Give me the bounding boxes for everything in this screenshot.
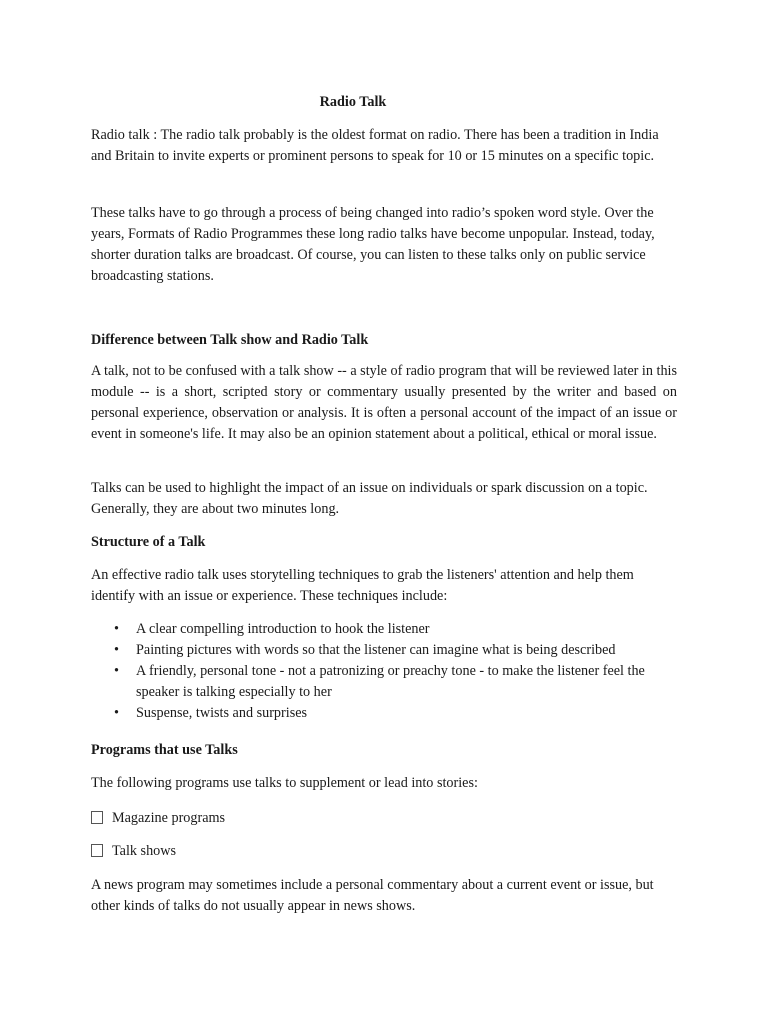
program-item-talk-shows — [91, 841, 677, 862]
missing-glyph-icon — [91, 811, 103, 824]
list-item-text: Painting pictures with words so that the listener can imagine what is being described — [136, 642, 616, 658]
heading-difference: Difference between Talk show and Radio Talk — [91, 332, 369, 348]
program-item-label: Talk shows — [112, 843, 177, 859]
heading-programs: Programs that use Talks — [91, 742, 238, 758]
list-item-text: A friendly, personal tone - not a patronizing or preachy tone - to make the listener feel the speaker is talking especially to her — [136, 663, 645, 700]
bullet-icon: • — [114, 705, 119, 721]
program-item-magazine — [91, 808, 677, 829]
techniques-list — [91, 619, 677, 724]
list-item-text: A clear compelling introduction to hook the listener — [136, 621, 430, 637]
intro-paragraph-1: Radio talk : The radio talk probably is the oldest format on radio. There has been a tradition in India and Britain to invite experts or prominent persons to speak for 10 or 15 minutes on a specific topic. — [91, 127, 659, 164]
document-title: Radio Talk — [319, 94, 387, 110]
list-item — [91, 619, 677, 640]
bullet-icon: • — [114, 642, 119, 658]
list-item-text: Suspense, twists and surprises — [136, 705, 308, 721]
missing-glyph-icon — [91, 844, 103, 857]
program-item-label: Magazine programs — [112, 810, 226, 826]
heading-structure: Structure of a Talk — [91, 534, 206, 550]
bullet-icon: • — [114, 621, 119, 637]
closing-paragraph: A news program may sometimes include a personal commentary about a current event or issue, but other kinds of talks do not usually appear in news shows. — [91, 877, 654, 914]
difference-paragraph-2: Talks can be used to highlight the impact of an issue on individuals or spark discussion on a topic. Generally, they are about two minutes long. — [91, 480, 648, 517]
intro-paragraph-2: These talks have to go through a process of being changed into radio’s spoken word style. Over the years, Formats of Radio Programmes these long radio talks have become unpopular. Instead, today, shorter duration talks are broadcast. Of course, you can listen to these talks only on public service broadcasting stations. — [91, 205, 655, 284]
structure-paragraph: An effective radio talk uses storytelling techniques to grab the listeners' attention and help them identify with an issue or experience. These techniques include: — [91, 567, 634, 604]
list-item — [91, 703, 677, 724]
list-item — [91, 640, 677, 661]
bullet-icon: • — [114, 663, 119, 679]
difference-paragraph-1: A talk, not to be confused with a talk show -- a style of radio program that will be reviewed later in this module -- is a short, scripted story or commentary usually presented by the writer and based on personal experience, observation or analysis. It is often a personal account of the impact of an issue or event in someone's life. It may also be an opinion statement about a political, ethical or moral issue. — [91, 363, 677, 442]
list-item — [91, 661, 677, 703]
programs-paragraph: The following programs use talks to supplement or lead into stories: — [91, 775, 478, 791]
